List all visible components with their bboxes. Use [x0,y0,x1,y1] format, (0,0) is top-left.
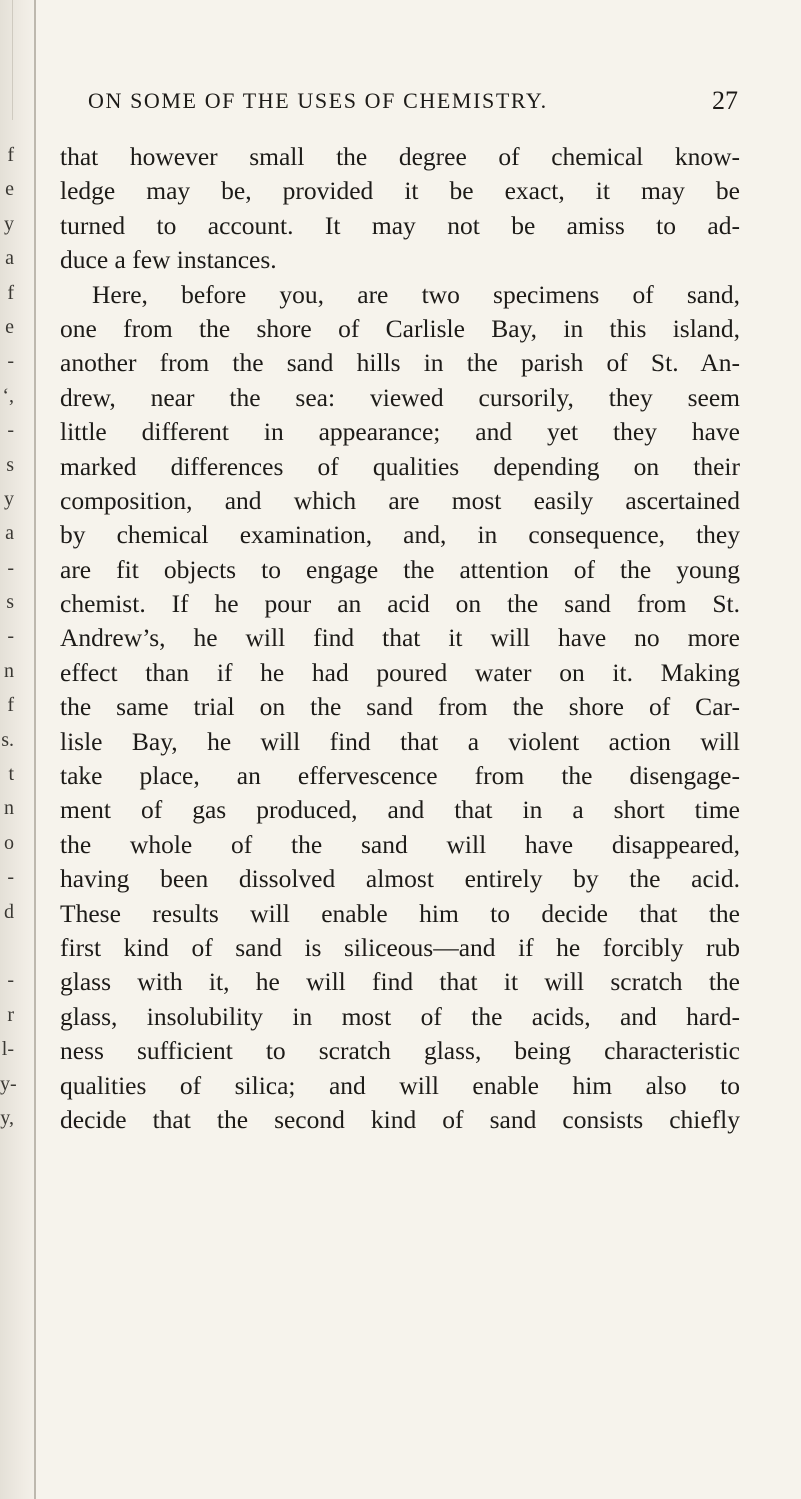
text-line: Here, before you, are two specimens of sand, [92,279,740,309]
page-number: 27 [712,86,738,115]
margin-fragment: s [6,453,14,476]
text-line: that however small the degree of chemical know- [60,142,740,171]
margin-fragment: f [7,694,14,717]
text-line: take place, an effervescence from the disengage- [60,761,740,791]
text-line: These results will enable him to decide that the [60,898,740,928]
gutter-edge-line [34,0,36,1499]
margin-fragment: y [4,487,14,510]
margin-fragment: e [5,178,14,201]
text-line: ness sufficient to scratch glass, being characteristic [60,1036,740,1066]
body-text [60,140,740,1137]
text-line: glass with it, he will find that it will scratch the [60,967,740,997]
text-line: the whole of the sand will have disappeared, [60,829,740,859]
margin-fragment: - [7,625,14,648]
margin-fragment: o [4,831,14,854]
margin-fragment: t [8,763,14,786]
margin-fragment: f [7,144,14,166]
margin-fragment [0,929,14,963]
margin-fragment: a [5,247,14,270]
margin-fragment: - [7,419,14,442]
margin-fragment: - [7,969,14,992]
margin-fragment: r [7,1003,14,1026]
running-head: ON SOME OF THE USES OF CHEMISTRY. [88,88,548,113]
margin-fragment: y [4,212,14,235]
text-line: glass, insolubility in most of the acids, and hard- [60,1001,740,1031]
text-line: ledge may be, provided it be exact, it may be [60,176,740,206]
gutter-inner-line [12,0,13,120]
text-line: one from the shore of Carlisle Bay, in this island, [60,313,740,343]
text-line: effect than if he had poured water on it. Making [60,657,740,687]
text-line: having been dissolved almost entirely by the acid. [60,864,740,894]
text-line: by chemical examination, and, in consequence, they [60,520,740,550]
margin-fragment: s [6,591,14,614]
margin-fragment: e [5,315,14,338]
margin-fragment: y, [0,1106,14,1129]
text-line: ment of gas produced, and that in a short time [60,795,740,825]
margin-fragment: ‘, [2,384,14,407]
margin-fragment: - [7,556,14,579]
text-line: are fit objects to engage the attention of the young [60,554,740,584]
margin-fragment: - [7,350,14,373]
text-line: duce a few instances. [60,245,277,275]
text-line: drew, near the sea: viewed cursorily, they seem [60,382,740,412]
text-line: lisle Bay, he will find that a violent action will [60,726,740,756]
margin-fragment: d [4,900,14,923]
margin-fragment: n [4,659,14,682]
margin-fragment: f [7,281,14,304]
margin-fragment: - [7,866,14,889]
text-line: little different in appearance; and yet they have [60,417,740,447]
text-line: decide that the second kind of sand consists chiefly [60,1104,740,1134]
text-line: composition, and which are most easily ascertained [60,485,740,515]
margin-fragment: n [4,797,14,820]
margin-fragment: l- [1,1038,14,1061]
text-line: marked differences of qualities depending on their [60,451,740,481]
margin-fragment: s. [1,728,14,751]
text-line: first kind of sand is siliceous—and if he forcibly rub [60,932,740,962]
margin-fragment: a [5,522,14,545]
text-line: turned to account. It may not be amiss to ad- [60,210,740,240]
text-line: qualities of silica; and will enable him also to [60,1070,740,1100]
facing-page-margin-fragments [0,138,17,1135]
text-line: the same trial on the sand from the shore of Car- [60,692,740,722]
text-line: Andrew’s, he will find that it will have no more [60,623,740,653]
page-header [88,88,738,122]
text-line: chemist. If he pour an acid on the sand from St. [60,589,740,619]
text-line: another from the sand hills in the parish of St. An- [60,348,740,378]
margin-fragment: y- [0,1072,17,1095]
